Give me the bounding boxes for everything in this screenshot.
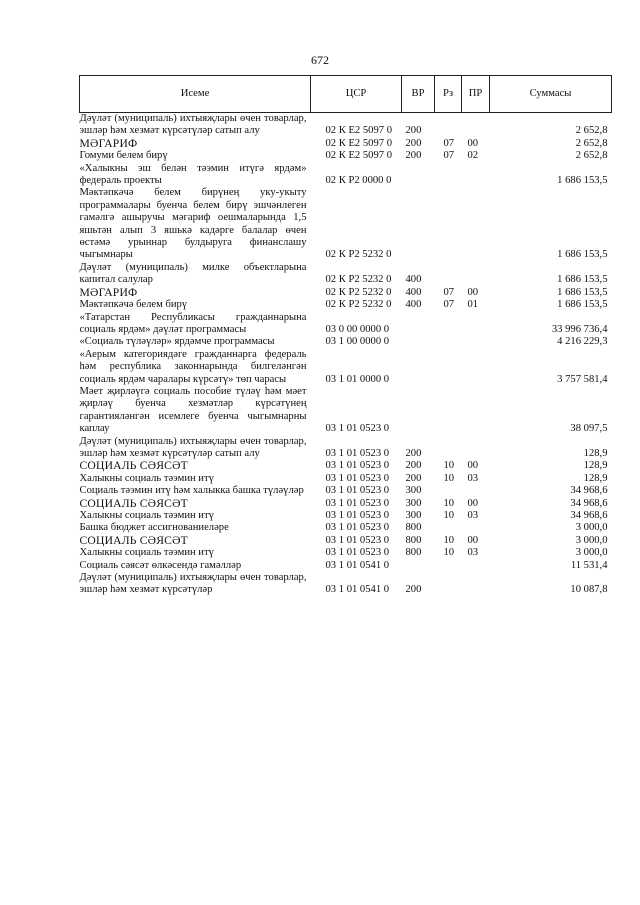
page-number: 672: [311, 53, 329, 67]
table-row: [80, 522, 612, 534]
cell-vr: 800: [405, 547, 422, 559]
cell-name: МӘГАРИФ: [79, 285, 138, 299]
cell-name: «Халыкны эш белән тәэмин итүгә ярдәм» федераль проекты: [79, 162, 307, 187]
cell-name: Халыкны социаль тәэмин итү: [79, 510, 214, 521]
table-row: [80, 336, 612, 348]
table-row: [80, 473, 612, 485]
cell-rz: 07: [443, 286, 455, 298]
cell-csr: 03 1 01 0523 0: [325, 472, 390, 484]
table-row: [80, 535, 612, 547]
cell-sum: 128,9: [583, 460, 608, 472]
table-row: [80, 349, 612, 386]
cell-name: Дәүләт (муниципаль) ихтыяҗлары өчен товарлар, эшләр һәм хезмәт күрсәтүләр сатып алу: [79, 435, 307, 459]
table-row: [80, 572, 612, 597]
cell-sum: 1 686 153,5: [557, 286, 608, 298]
cell-csr: 02 К Е2 5097 0: [325, 137, 393, 149]
cell-pr: 00: [467, 460, 479, 472]
table-row: [80, 498, 612, 510]
cell-rz: 10: [443, 460, 455, 472]
cell-name: СОЦИАЛЬ СӘЯСӘТ: [79, 496, 188, 510]
cell-sum: 3 000,0: [575, 534, 608, 546]
cell-pr: [462, 163, 490, 188]
cell-name: Халыкны социаль тәэмин итү: [79, 547, 214, 559]
cell-csr: 02 К Р2 5232 0: [325, 274, 392, 286]
table-header-row: [80, 76, 612, 113]
cell-vr: [402, 163, 435, 188]
cell-name: Мәктәпкәчә белем бирү: [79, 299, 188, 311]
table-row: [80, 312, 612, 337]
cell-csr: 02 К Р2 5232 0: [325, 299, 392, 311]
cell-sum: 1 686 153,5: [557, 249, 608, 261]
cell-name: Мәет җирләүгә социаль пособие түләү һәм мәет җирләү буенча хезмәтләр күрсәтүнең гарантияләнгән исемлеге буенча чыгымнарны каплау: [79, 385, 307, 435]
header-vr: ВР: [402, 76, 435, 113]
cell-vr: 200: [405, 150, 422, 162]
cell-csr: 03 1 01 0523 0: [325, 460, 390, 472]
table-row: [80, 460, 612, 472]
cell-sum: 1 686 153,5: [557, 299, 608, 311]
cell-rz: [435, 436, 462, 461]
header-rz: Рз: [435, 76, 462, 113]
cell-pr: 02: [467, 150, 479, 162]
cell-csr: 03 1 01 0523 0: [325, 497, 390, 509]
cell-csr: 03 1 01 0523 0: [325, 510, 390, 521]
cell-rz: [435, 312, 462, 337]
cell-rz: 10: [443, 534, 455, 546]
cell-vr: 800: [405, 534, 422, 546]
cell-pr: 00: [467, 497, 479, 509]
cell-name: Гомуми белем бирү: [79, 150, 168, 162]
cell-vr: [402, 336, 435, 348]
cell-sum: 128,9: [583, 472, 608, 484]
cell-vr: 200: [405, 460, 422, 472]
cell-vr: [402, 349, 435, 386]
cell-sum: 1 686 153,5: [557, 274, 608, 286]
cell-sum: 3 757 581,4: [557, 373, 608, 385]
cell-vr: [402, 560, 435, 572]
cell-vr: 400: [405, 274, 422, 286]
cell-rz: [435, 349, 462, 386]
cell-rz: 10: [443, 497, 455, 509]
table-row: [80, 485, 612, 497]
cell-csr: 03 0 00 0000 0: [325, 323, 390, 335]
cell-vr: 200: [405, 137, 422, 149]
cell-pr: [462, 522, 490, 534]
cell-rz: 07: [443, 137, 455, 149]
cell-pr: [462, 113, 490, 138]
cell-name: Мәктәпкәчә белем бирүнең уку-укыту программалары буенча белем бирү эшчәнлеген гамәлгә ашыручы мәгариф оешмаларында 1,5 яшьтән алып 3 яшькә кадәрге балалар өчен өстәмә урыннар булдыруга финанслашу чыгымнары: [79, 187, 307, 261]
cell-vr: 200: [405, 125, 422, 137]
cell-vr: 400: [405, 299, 422, 311]
cell-name: МӘГАРИФ: [79, 136, 138, 150]
cell-rz: [435, 572, 462, 597]
cell-name: Социаль тәэмин итү һәм халыкка башка түләүләр: [79, 485, 304, 497]
cell-name: «Социаль түләүләр» ярдәмче программасы: [79, 336, 275, 348]
cell-pr: 03: [467, 472, 479, 484]
cell-sum: 38 097,5: [570, 423, 608, 435]
table-row: [80, 287, 612, 299]
cell-pr: 03: [467, 510, 479, 521]
cell-name: Дәүләт (муниципаль) милке объектларына капитал салулар: [79, 261, 307, 286]
cell-vr: 300: [405, 497, 422, 509]
cell-rz: 07: [443, 299, 455, 311]
cell-csr: 03 1 01 0000 0: [325, 373, 390, 385]
cell-rz: [435, 336, 462, 348]
cell-vr: [402, 312, 435, 337]
cell-csr: 03 1 00 0000 0: [325, 336, 390, 348]
cell-pr: 00: [467, 286, 479, 298]
cell-pr: [462, 262, 490, 287]
cell-csr: 03 1 01 0523 0: [325, 485, 390, 497]
budget-table: [79, 75, 612, 597]
cell-sum: 2 652,8: [575, 150, 608, 162]
header-csr: ЦСР: [311, 76, 402, 113]
cell-csr: 03 1 01 0541 0: [325, 559, 390, 571]
cell-rz: 07: [443, 150, 455, 162]
cell-sum: 11 531,4: [570, 559, 608, 571]
cell-csr: 03 1 01 0523 0: [325, 423, 390, 435]
cell-pr: [462, 485, 490, 497]
cell-name: «Татарстан Республикасы гражданнарына социаль ярдәм» дәүләт программасы: [79, 311, 307, 335]
cell-rz: [435, 262, 462, 287]
cell-vr: 300: [405, 510, 422, 521]
cell-csr: 02 К Е2 5097 0: [325, 125, 393, 137]
cell-vr: 800: [405, 522, 422, 534]
table-row: [80, 262, 612, 287]
cell-vr: 300: [405, 485, 422, 497]
cell-sum: 34 968,6: [570, 497, 608, 509]
cell-name: Башка бюджет ассигнованиеләре: [79, 522, 229, 534]
cell-rz: [435, 187, 462, 261]
cell-sum: 10 087,8: [570, 584, 608, 596]
cell-pr: [462, 336, 490, 348]
cell-sum: 128,9: [583, 447, 608, 459]
cell-rz: 10: [443, 472, 455, 484]
table-row: [80, 113, 612, 138]
cell-pr: [462, 386, 490, 436]
cell-sum: 34 968,6: [570, 485, 608, 497]
cell-csr: 03 1 01 0523 0: [325, 534, 390, 546]
cell-csr: 02 К Р2 5232 0: [325, 249, 392, 261]
cell-pr: [462, 436, 490, 461]
cell-name: Халыкны социаль тәэмин итү: [79, 472, 214, 484]
cell-csr: 03 1 01 0523 0: [325, 447, 390, 459]
cell-sum: 3 000,0: [575, 522, 608, 534]
table-body: [80, 113, 612, 597]
table-row: [80, 510, 612, 522]
cell-rz: [435, 560, 462, 572]
cell-rz: 10: [443, 510, 455, 521]
cell-pr: [462, 187, 490, 261]
table-row: [80, 386, 612, 436]
cell-pr: 01: [467, 299, 479, 311]
cell-rz: [435, 485, 462, 497]
cell-pr: 00: [467, 534, 479, 546]
cell-vr: 400: [405, 286, 422, 298]
cell-sum: 4 216 229,3: [557, 336, 608, 348]
cell-vr: [402, 187, 435, 261]
table-row: [80, 150, 612, 162]
table-row: [80, 138, 612, 150]
cell-rz: 10: [443, 547, 455, 559]
header-name: Исеме: [80, 76, 311, 113]
cell-sum: 2 652,8: [575, 125, 608, 137]
cell-sum: 34 968,6: [570, 510, 608, 521]
cell-csr: 03 1 01 0541 0: [325, 584, 390, 596]
cell-vr: 200: [405, 447, 422, 459]
cell-rz: [435, 386, 462, 436]
cell-vr: 200: [405, 584, 422, 596]
cell-rz: [435, 113, 462, 138]
cell-pr: 00: [467, 137, 479, 149]
cell-name: Социаль сәясәт өлкәсендә гамәлләр: [79, 559, 242, 571]
cell-name: Дәүләт (муниципаль) ихтыяҗлары өчен товарлар, эшләр һәм хезмәт күрсәтүләр: [79, 572, 307, 596]
cell-pr: [462, 560, 490, 572]
cell-csr: 02 К Р2 5232 0: [325, 286, 392, 298]
cell-name: СОЦИАЛЬ СӘЯСӘТ: [79, 459, 188, 473]
cell-csr: 02 К Е2 5097 0: [325, 150, 393, 162]
table-row: [80, 547, 612, 559]
table-row: [80, 436, 612, 461]
cell-pr: 03: [467, 547, 479, 559]
cell-sum: 33 996 736,4: [551, 323, 608, 335]
table-row: [80, 163, 612, 188]
cell-sum: 1 686 153,5: [557, 175, 608, 187]
cell-vr: [402, 386, 435, 436]
cell-sum: 2 652,8: [575, 137, 608, 149]
cell-csr: 02 К Р2 0000 0: [325, 175, 392, 187]
cell-rz: [435, 522, 462, 534]
cell-csr: 03 1 01 0523 0: [325, 522, 390, 534]
table-row: [80, 187, 612, 261]
cell-name: Дәүләт (муниципаль) ихтыяҗлары өчен товарлар, эшләр һәм хезмәт күрсәтүләр сатып алу: [79, 113, 307, 137]
cell-pr: [462, 312, 490, 337]
cell-csr: 03 1 01 0523 0: [325, 547, 390, 559]
cell-sum: 3 000,0: [575, 547, 608, 559]
header-pr: ПР: [462, 76, 490, 113]
cell-name: «Аерым категориядәге гражданнарга федераль һәм республика законнарында билгеләнгән социаль ярдәм чаралары күрсәтү» төп чарасы: [79, 348, 307, 385]
cell-pr: [462, 572, 490, 597]
table-row: [80, 560, 612, 572]
cell-name: СОЦИАЛЬ СӘЯСӘТ: [79, 533, 188, 547]
table-row: [80, 299, 612, 311]
header-sum: Суммасы: [490, 76, 612, 113]
cell-pr: [462, 349, 490, 386]
cell-rz: [435, 163, 462, 188]
cell-vr: 200: [405, 472, 422, 484]
